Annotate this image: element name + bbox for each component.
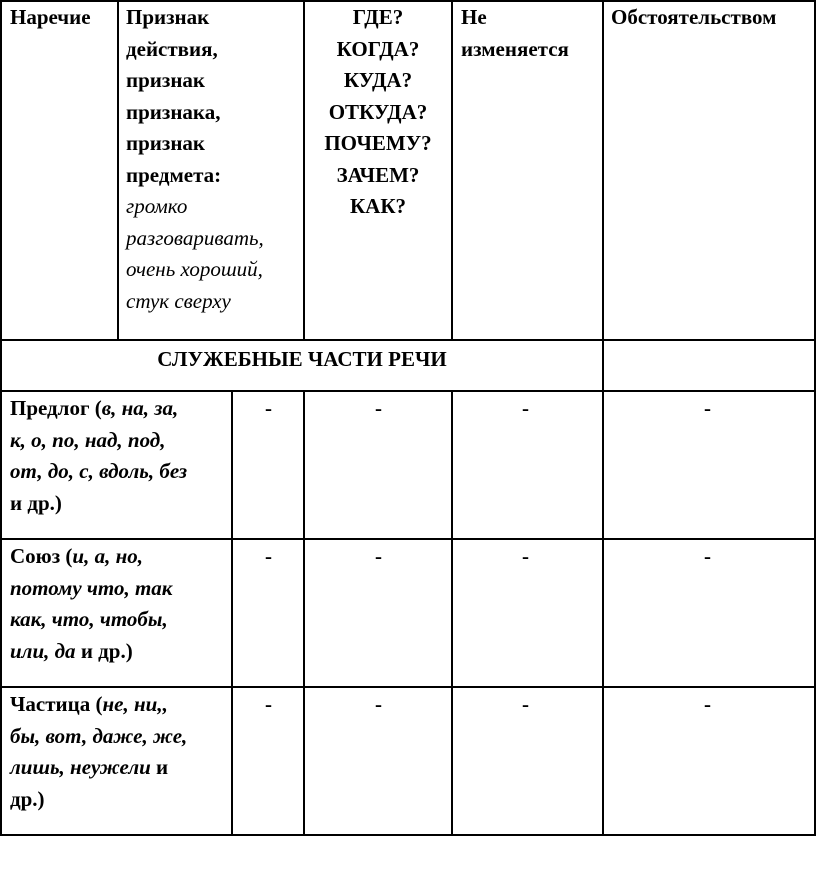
text-segment: Союз ( [10, 544, 73, 568]
meaning-line: признака, [126, 99, 221, 124]
text-segment: и [150, 755, 169, 779]
empty-dash: - [375, 396, 382, 420]
text-segment: лишь, неужели [10, 755, 151, 779]
row-divider [0, 390, 816, 392]
empty-dash: - [522, 692, 529, 716]
questions-cell [305, 2, 451, 223]
text-segment: потому что, так [10, 575, 173, 600]
meaning-line: предмета: [126, 162, 222, 187]
row-divider [0, 339, 816, 341]
service-part-line [10, 488, 230, 520]
service-part-line [10, 784, 230, 816]
text-segment: от, до, с, вдоль, без [10, 459, 188, 483]
example-line: стук сверху [126, 288, 231, 313]
column-divider [303, 390, 305, 836]
question-line: КАК? [349, 194, 407, 218]
empty-dash: - [704, 692, 711, 716]
service-part-cell [10, 393, 230, 519]
empty-dash: - [704, 396, 711, 420]
meaning-line: Признак [126, 5, 210, 29]
text-segment: в, на, за, [101, 396, 179, 420]
text-segment: Частица ( [10, 692, 103, 716]
text-segment: и др.) [10, 490, 62, 515]
text-segment: или, да [10, 638, 76, 663]
part-of-speech-cell: Наречие [10, 5, 91, 29]
service-part-cell [10, 689, 230, 815]
question-line: ЗАЧЕМ? [336, 162, 420, 187]
meaning-line: признак [126, 131, 206, 155]
text-segment: и др.) [75, 638, 133, 663]
text-segment: бы, вот, даже, же, [10, 723, 188, 748]
column-divider [231, 390, 233, 836]
service-part-line [10, 636, 230, 668]
inflection-line: Не [461, 5, 487, 29]
column-divider [451, 0, 453, 341]
service-part-line [10, 425, 230, 457]
text-segment: не, ни,, [102, 692, 168, 716]
empty-dash: - [375, 692, 382, 716]
question-line: КОГДА? [336, 36, 420, 61]
section-header: СЛУЖЕБНЫЕ ЧАСТИ РЕЧИ [157, 347, 447, 371]
empty-dash: - [522, 544, 529, 568]
inflection-line: изменяется [461, 36, 569, 61]
table-border-left [0, 0, 2, 836]
table-border-bottom [0, 834, 816, 836]
empty-dash: - [265, 396, 272, 420]
text-segment: др.) [10, 786, 45, 811]
meaning-line: действия, [126, 36, 218, 61]
service-part-line [10, 752, 230, 784]
inflection-cell [461, 2, 599, 65]
syntax-role-cell: Обстоятельством [611, 5, 777, 29]
service-part-line [10, 541, 230, 573]
empty-dash: - [375, 544, 382, 568]
service-part-line [10, 573, 230, 605]
text-segment: Предлог ( [10, 396, 102, 420]
service-part-line [10, 689, 230, 721]
empty-dash: - [704, 544, 711, 568]
service-part-line [10, 393, 230, 425]
empty-dash: - [265, 692, 272, 716]
column-divider [117, 0, 119, 341]
service-part-cell [10, 541, 230, 667]
example-line: громко [126, 194, 188, 218]
example-line: разговаривать, [126, 225, 264, 250]
meaning-line: признак [126, 68, 206, 92]
service-part-line [10, 456, 230, 488]
question-line: КУДА? [343, 68, 413, 92]
column-divider [451, 390, 453, 836]
column-divider [602, 0, 604, 836]
row-divider [0, 686, 816, 688]
text-segment: к, о, по, над, под, [10, 427, 166, 452]
meaning-cell [126, 2, 302, 317]
question-line: ОТКУДА? [328, 99, 428, 124]
row-divider [0, 538, 816, 540]
text-segment: как, что, чтобы, [10, 607, 168, 631]
service-part-line [10, 721, 230, 753]
service-part-line [10, 604, 230, 636]
example-line: очень хороший, [126, 257, 263, 281]
text-segment: и, а, но, [72, 544, 143, 568]
empty-dash: - [265, 544, 272, 568]
question-line: ГДЕ? [352, 5, 404, 29]
question-line: ПОЧЕМУ? [324, 131, 432, 155]
empty-dash: - [522, 396, 529, 420]
